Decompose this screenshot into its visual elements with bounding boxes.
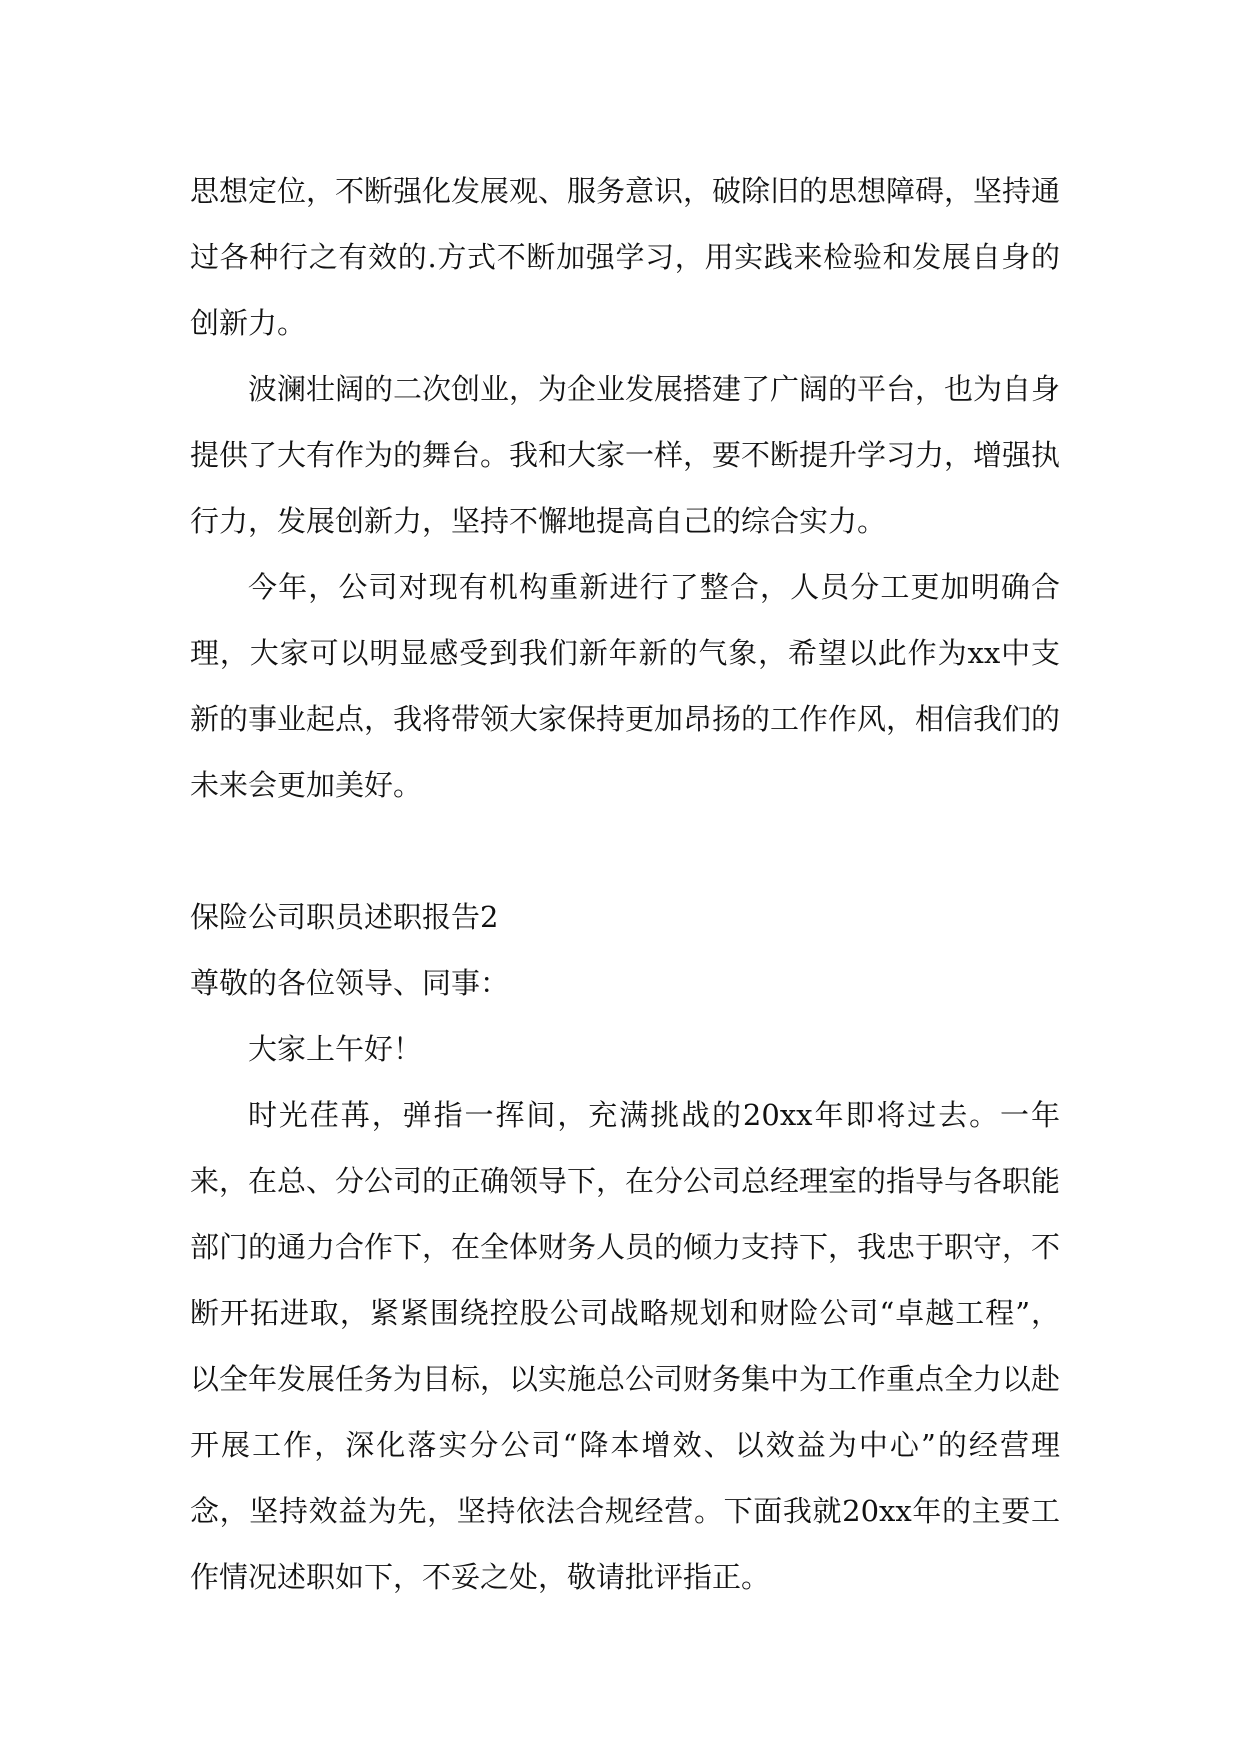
greeting: 大家上午好！ <box>248 1032 423 1066</box>
paragraph-4: 时光荏苒，弹指一挥间，充满挑战的20xx年即将过去。一年来，在总、分公司的正确领导下，在分公司总经理室的指导与各职能部门的通力合作下，在全体财务人员的倾力支持下，我忠于职守，不断开拓进取，紧紧围绕控股公司战略规划和财险公司“卓越工程”，以全年发展任务为目标，以实施总公司财务集中为工作重点全力以赴开展工作，深化落实分公司“降本增效、以效益为中心”的经营理念，坚持效益为先，坚持依法合规经营。下面我就20xx年的主要工作情况述职如下，不妥之处，敬请批评指正。 <box>190 1098 1061 1594</box>
paragraph-1: 思想定位，不断强化发展观、服务意识，破除旧的思想障碍，坚持通过各种行之有效的.方式不断加强学习，用实践来检验和发展自身的创新力。 <box>190 174 1061 340</box>
paragraph-2: 波澜壮阔的二次创业，为企业发展搭建了广阔的平台，也为自身提供了大有作为的舞台。我和大家一样，要不断提升学习力，增强执行力，发展创新力，坚持不懈地提高自己的综合实力。 <box>190 372 1061 538</box>
salutation: 尊敬的各位领导、同事： <box>190 966 510 1000</box>
section-title: 保险公司职员述职报告2 <box>190 900 499 934</box>
document-body <box>190 158 1060 1610</box>
paragraph-3: 今年，公司对现有机构重新进行了整合，人员分工更加明确合理，大家可以明显感受到我们新年新的气象，希望以此作为xx中支新的事业起点，我将带领大家保持更加昂扬的工作作风，相信我们的未来会更加美好。 <box>190 570 1061 802</box>
